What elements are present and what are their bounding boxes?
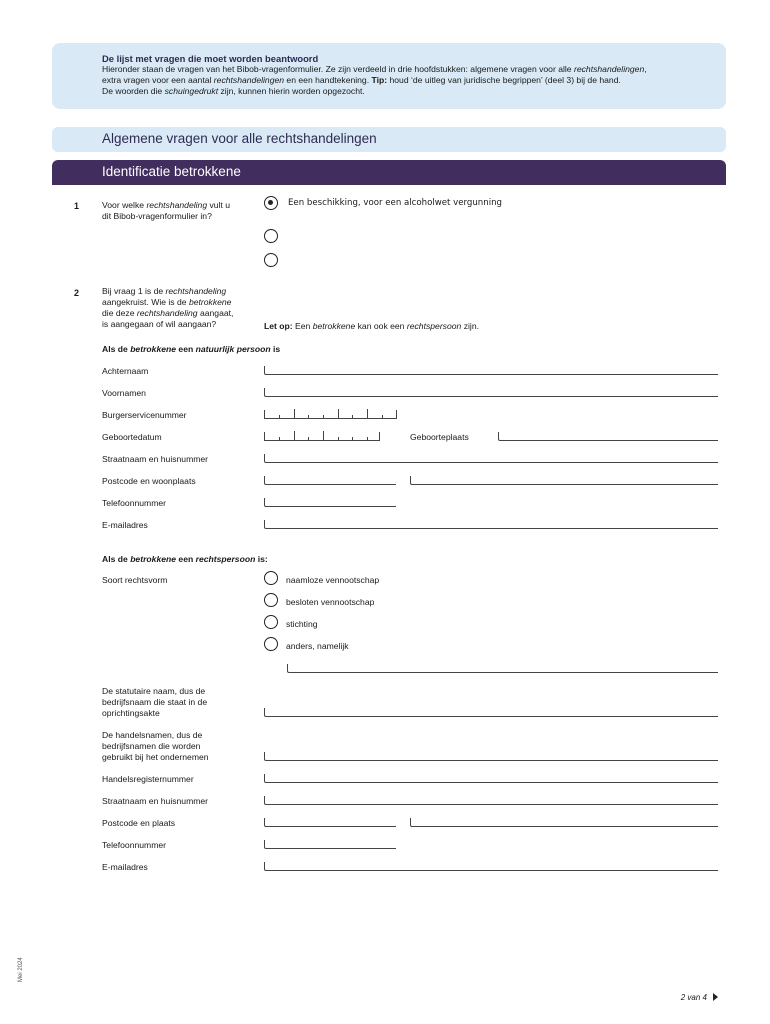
- date-tick: [352, 437, 353, 440]
- voornamen-field[interactable]: [264, 388, 718, 397]
- intro-emphasis: rechtshandelingen: [573, 64, 645, 74]
- bsn-tick: [279, 415, 280, 418]
- legal-postcode-field[interactable]: [264, 818, 396, 827]
- document-date: Mei 2024: [18, 957, 24, 982]
- q1-text: vult u: [207, 200, 231, 210]
- date-tick: [323, 431, 324, 440]
- heading-text: Als de: [102, 554, 131, 564]
- straat-field[interactable]: [264, 454, 718, 463]
- q2-emphasis: rechtshandeling: [165, 286, 227, 296]
- heading-emphasis: natuurlijk persoon: [195, 344, 271, 354]
- next-page-arrow-icon[interactable]: [713, 993, 718, 1001]
- subsection-title: Identificatie betrokkene: [52, 160, 726, 185]
- bsn-tick: [308, 415, 309, 418]
- bsn-tick: [382, 415, 383, 418]
- q2-note-label: Let op:: [264, 321, 293, 331]
- legal-plaats-field[interactable]: [410, 818, 718, 827]
- heading-text: een: [176, 554, 196, 564]
- page-indicator: [681, 993, 718, 1002]
- intro-line-2: [102, 75, 726, 86]
- legal-straat-field[interactable]: [264, 796, 718, 805]
- email-field[interactable]: [264, 520, 718, 529]
- q1-text: dit Bibob-vragenformulier in?: [102, 211, 212, 221]
- legal-email-field[interactable]: [264, 862, 718, 871]
- postcode-field[interactable]: [264, 476, 396, 485]
- intro-text: ,: [644, 64, 647, 74]
- statutaire-naam-text: De statutaire naam, dus de: [102, 686, 206, 696]
- rechtsvorm-bv-radio[interactable]: [264, 593, 278, 607]
- q2-emphasis: betrokkene: [188, 297, 232, 307]
- heading-emphasis: rechtspersoon: [195, 554, 256, 564]
- heading-emphasis: betrokkene: [130, 344, 177, 354]
- voornamen-label: Voornamen: [102, 388, 146, 398]
- handelsnamen-text: De handelsnamen, dus de: [102, 730, 203, 740]
- bsn-tick: [338, 409, 339, 418]
- legal-straat-label: Straatnaam en huisnummer: [102, 796, 209, 806]
- bsn-tick: [352, 415, 353, 418]
- bsn-tick: [367, 409, 368, 418]
- handelsnamen-text: gebruikt bij het ondernemen: [102, 752, 209, 762]
- heading-text: is:: [255, 554, 268, 564]
- statutaire-naam-text: bedrijfsnaam die staat in de: [102, 697, 208, 707]
- legal-telefoon-label: Telefoonnummer: [102, 840, 167, 850]
- bsn-tick: [323, 415, 324, 418]
- intro-text: extra vragen voor een aantal: [102, 75, 214, 85]
- rechtsvorm-nv-label: naamloze vennootschap: [286, 575, 380, 585]
- page-number: 2 van 4: [680, 993, 707, 1002]
- q2-note: [264, 321, 479, 331]
- q1-option-3-radio[interactable]: [264, 253, 278, 267]
- legal-person-heading: [102, 554, 268, 564]
- q2-text: aangekruist. Wie is de: [102, 297, 189, 307]
- woonplaats-field[interactable]: [410, 476, 718, 485]
- statutaire-naam-label: [102, 686, 207, 719]
- heading-text: Als de: [102, 344, 131, 354]
- geboorteplaats-field[interactable]: [498, 432, 718, 441]
- heading-text: een: [176, 344, 196, 354]
- straat-label: Straatnaam en huisnummer: [102, 454, 209, 464]
- q2-text: die deze: [102, 308, 137, 318]
- natural-person-heading: [102, 344, 280, 354]
- intro-box: [52, 43, 726, 109]
- kvk-label: Handelsregisternummer: [102, 774, 194, 784]
- handelsnamen-field[interactable]: [264, 752, 718, 761]
- q2-text: is aangegaan of wil aangaan?: [102, 319, 217, 329]
- question-number-2: 2: [74, 288, 80, 298]
- rechtsvorm-stichting-radio[interactable]: [264, 615, 278, 629]
- intro-text: De woorden die: [102, 86, 165, 96]
- handelsnamen-text: bedrijfsnamen die worden: [102, 741, 201, 751]
- bsn-field[interactable]: [264, 410, 397, 419]
- telefoon-label: Telefoonnummer: [102, 498, 167, 508]
- intro-tip-label: Tip:: [371, 75, 388, 85]
- intro-emphasis: rechtshandelingen: [213, 75, 285, 85]
- q2-emphasis: rechtshandeling: [136, 308, 198, 318]
- question-number-1: 1: [74, 201, 80, 211]
- rechtsvorm-anders-label: anders, namelijk: [286, 641, 349, 651]
- date-tick: [294, 431, 295, 440]
- q1-text: Voor welke: [102, 200, 147, 210]
- date-tick: [308, 437, 309, 440]
- legal-email-label: E-mailadres: [102, 862, 148, 872]
- bsn-label: Burgerservicenummer: [102, 410, 187, 420]
- question-1-text: [102, 200, 230, 222]
- kvk-field[interactable]: [264, 774, 718, 783]
- geboortedatum-field[interactable]: [264, 432, 380, 441]
- rechtsvorm-anders-radio[interactable]: [264, 637, 278, 651]
- date-tick: [279, 437, 280, 440]
- rechtsvorm-anders-field[interactable]: [287, 664, 718, 673]
- intro-text: Hieronder staan de vragen van het Bibob-vragenformulier. Ze zijn verdeeld in drie hoofdstukken: algemene vragen voor alle: [102, 64, 574, 74]
- rechtsvorm-stichting-label: stichting: [286, 619, 318, 629]
- achternaam-label: Achternaam: [102, 366, 149, 376]
- legal-postcode-label: Postcode en plaats: [102, 818, 176, 828]
- rechtsvorm-label: Soort rechtsvorm: [102, 575, 168, 585]
- statutaire-naam-text: oprichtingsakte: [102, 708, 160, 718]
- intro-tip-text: houd ‘de uitleg van juridische begrippen’ (deel 3) bij de hand.: [387, 75, 621, 85]
- q1-option-2-radio[interactable]: [264, 229, 278, 243]
- email-label: E-mailadres: [102, 520, 148, 530]
- intro-emphasis: schuingedrukt: [164, 86, 219, 96]
- q2-note-emphasis: rechtspersoon: [406, 321, 462, 331]
- question-2-text: [102, 286, 233, 330]
- q1-option-1-label: Een beschikking, voor een alcoholwet vergunning: [288, 198, 502, 208]
- postcode-label: Postcode en woonplaats: [102, 476, 196, 486]
- heading-text: is: [270, 344, 281, 354]
- rechtsvorm-bv-label: besloten vennootschap: [286, 597, 375, 607]
- q1-emphasis: rechtshandeling: [146, 200, 208, 210]
- bsn-tick: [294, 409, 295, 418]
- q2-text: Bij vraag 1 is de: [102, 286, 166, 296]
- q2-note-text: zijn.: [461, 321, 479, 331]
- legal-telefoon-field[interactable]: [264, 840, 396, 849]
- intro-line-1: [102, 64, 726, 75]
- intro-text: en een handtekening.: [284, 75, 372, 85]
- q1-option-1-radio[interactable]: [264, 196, 278, 210]
- date-tick: [367, 437, 368, 440]
- heading-emphasis: betrokkene: [130, 554, 177, 564]
- q2-note-emphasis: betrokkene: [312, 321, 356, 331]
- achternaam-field[interactable]: [264, 366, 718, 375]
- rechtsvorm-nv-radio[interactable]: [264, 571, 278, 585]
- telefoon-field[interactable]: [264, 498, 396, 507]
- intro-text: zijn, kunnen hierin worden opgezocht.: [218, 86, 365, 96]
- q2-text: aangaat,: [197, 308, 234, 318]
- date-tick: [338, 437, 339, 440]
- geboorteplaats-label: Geboorteplaats: [410, 432, 469, 442]
- q2-note-text: kan ook een: [355, 321, 407, 331]
- statutaire-naam-field[interactable]: [264, 708, 718, 717]
- intro-line-3: [102, 86, 726, 97]
- q2-note-text: Een: [292, 321, 313, 331]
- section-title: Algemene vragen voor alle rechtshandelingen: [52, 127, 726, 152]
- handelsnamen-label: [102, 730, 209, 763]
- geboortedatum-label: Geboortedatum: [102, 432, 162, 442]
- intro-title: De lijst met vragen die moet worden beantwoord: [102, 53, 319, 64]
